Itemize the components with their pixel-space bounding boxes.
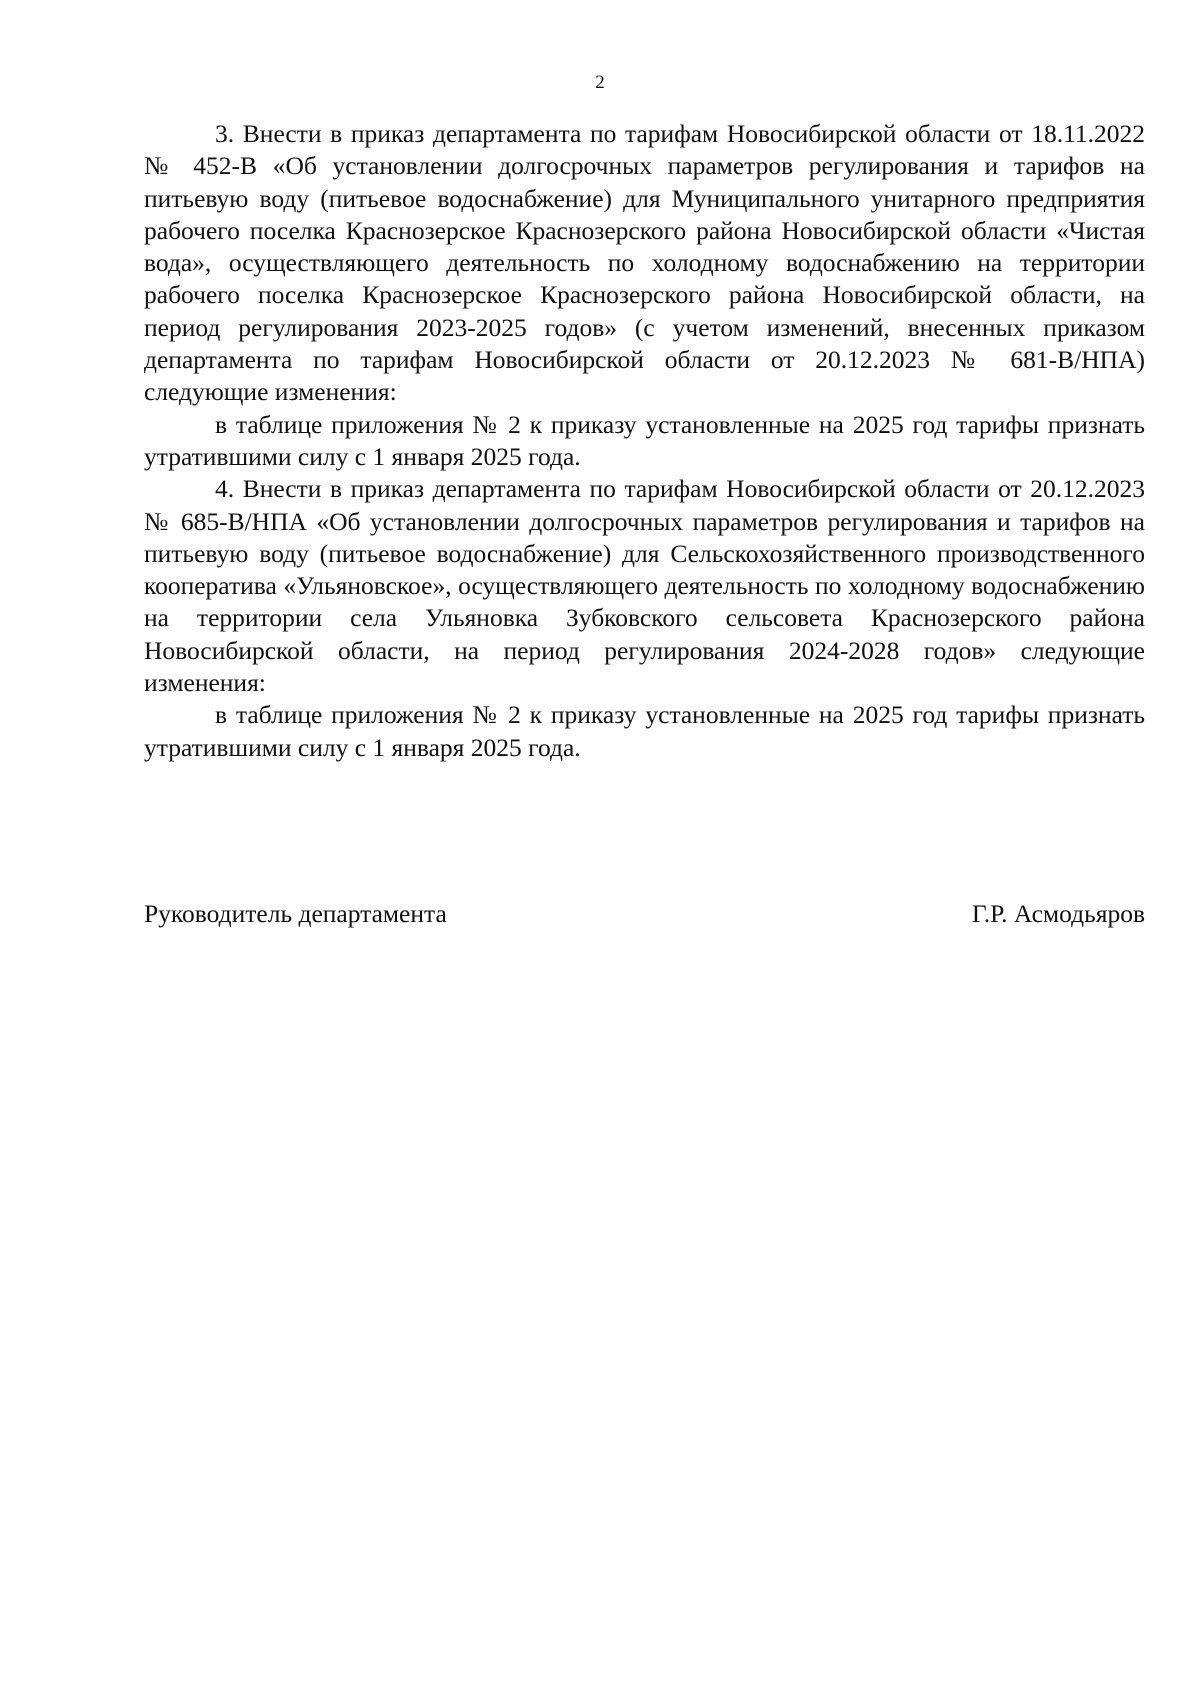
page-number: 2 [595,72,605,93]
paragraph-item-4-change: в таблице приложения № 2 к приказу установленные на 2025 год тарифы признать утратившими силу с 1 января 2025 года. [144,700,1145,762]
signatory-position: Руководитель департамента [144,899,447,928]
paragraph-item-3: 3. Внести в приказ департамента по тарифам Новосибирской области от 18.11.2022 № 452-В «Об установлении долгосрочных параметров регулирования и тарифов на питьевую воду (питьевое водоснабжение) для Муниципального унитарного предприятия рабочего поселка Краснозерское Краснозерского района Новосибирской области «Чистая вода», осуществляющего деятельность по холодному водоснабжению на территории рабочего поселка Краснозерское Краснозерского района Новосибирской области, на период регулирования 2023-2025 годов» (с учетом изменений, внесенных приказом департамента по тарифам Новосибирской области от 20.12.2023 № 681-В/НПА) следующие изменения: [144,119,1145,407]
paragraph-item-3-change: в таблице приложения № 2 к приказу установленные на 2025 год тарифы признать утратившими силу с 1 января 2025 года. [144,409,1145,471]
paragraph-item-4: 4. Внести в приказ департамента по тарифам Новосибирской области от 20.12.2023 № 685-В/НПА «Об установлении долгосрочных параметров регулирования и тарифов на питьевую воду (питьевое водоснабжение) для Сельскохозяйственного производственного кооператива «Ульяновское», осуществляющего деятельность по холодному водоснабжению на территории села Ульяновка Зубковского сельсовета Краснозерского района Новосибирской области, на период регулирования 2024-2028 годов» следующие изменения: [144,474,1145,698]
signature-block [144,898,1145,930]
document-body [144,118,1145,764]
signatory-name: Г.Р. Асмодьяров [971,899,1145,928]
